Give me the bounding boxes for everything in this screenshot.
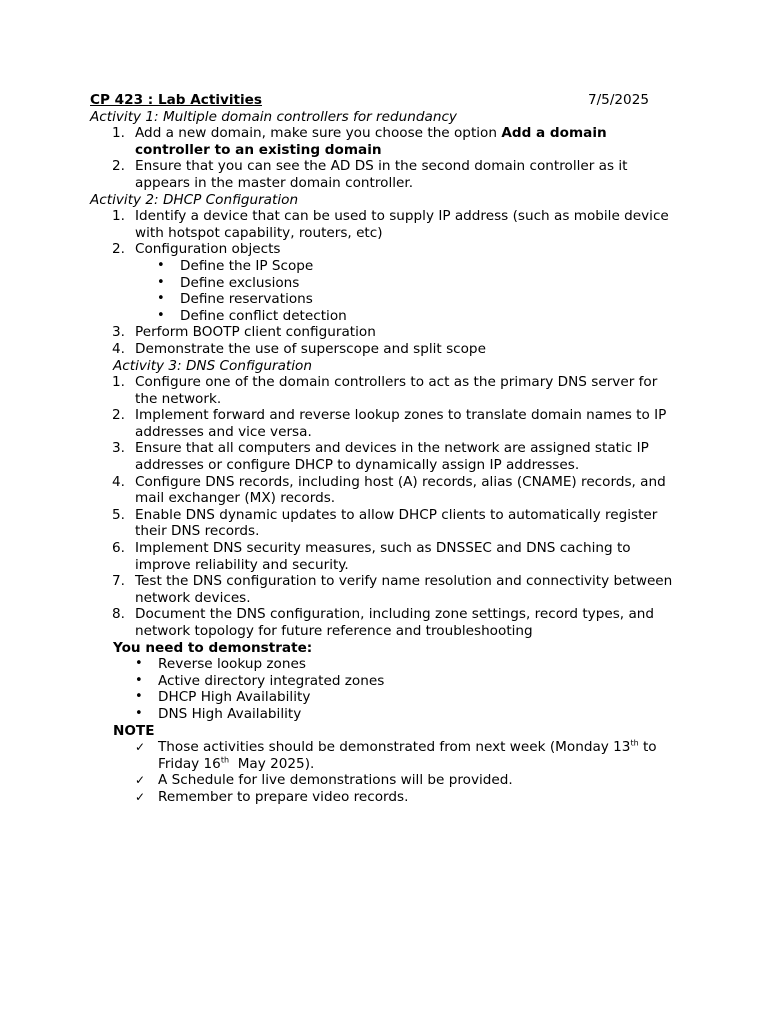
list-number: 2. <box>112 407 125 424</box>
list-text: Configure DNS records, including host (A) records, alias (CNAME) records, and mail exchanger (MX) records. <box>135 473 666 507</box>
bullet-item <box>90 275 680 292</box>
document-header <box>90 92 680 109</box>
demonstrate-list <box>90 656 680 722</box>
list-item <box>90 341 680 358</box>
list-item <box>90 440 680 473</box>
bullet-icon: • <box>157 257 165 273</box>
list-item <box>90 540 680 573</box>
list-item <box>90 374 680 407</box>
list-number: 6. <box>112 540 125 557</box>
list-text: Enable DNS dynamic updates to allow DHCP clients to automatically register their DNS records. <box>135 506 658 540</box>
list-item <box>90 507 680 540</box>
list-text: Implement forward and reverse lookup zones to translate domain names to IP addresses and vice versa. <box>135 407 667 440</box>
bullet-icon: • <box>135 689 143 705</box>
list-text: Configure one of the domain controllers to act as the primary DNS server for the network. <box>135 374 658 407</box>
list-item <box>90 158 680 191</box>
list-item <box>90 208 680 241</box>
bullet-icon: • <box>135 705 143 721</box>
list-number: 4. <box>112 340 125 357</box>
note-text: A Schedule for live demonstrations will be provided. <box>158 772 513 789</box>
list-number: 3. <box>112 440 125 457</box>
list-text-bold: Add a domain controller to an existing domain <box>135 125 607 158</box>
bullet-item <box>90 308 680 325</box>
bullet-icon: • <box>157 274 165 290</box>
document-page <box>90 92 680 806</box>
bullet-icon: • <box>157 291 165 307</box>
document-date: 7/5/2025 <box>587 92 649 108</box>
note-text: to Friday 16 <box>158 739 657 772</box>
list-item <box>90 324 680 341</box>
bullet-text: DHCP High Availability <box>158 689 311 706</box>
checkmark-icon: ✓ <box>135 789 146 804</box>
list-text: Test the DNS configuration to verify name resolution and connectivity between network devices. <box>135 573 673 606</box>
check-item <box>90 739 680 772</box>
document-title: CP 423 : Lab Activities <box>90 92 262 108</box>
list-number: 1. <box>112 374 125 391</box>
bullet-text: Define reservations <box>180 291 313 308</box>
bullet-text: Define the IP Scope <box>180 257 314 274</box>
note-text: Remember to prepare video records. <box>158 788 409 805</box>
list-number: 4. <box>112 473 125 490</box>
list-item <box>90 474 680 507</box>
bullet-icon: • <box>157 307 165 323</box>
list-number: 2. <box>112 158 125 175</box>
list-item <box>90 241 680 258</box>
list-number: 1. <box>112 125 125 142</box>
list-item <box>90 573 680 606</box>
list-number: 8. <box>112 606 125 623</box>
bullet-icon: • <box>135 672 143 688</box>
bullet-item <box>90 689 680 706</box>
list-number: 7. <box>112 573 125 590</box>
activity-3-list <box>90 374 680 640</box>
list-text: Identify a device that can be used to supply IP address (such as mobile device with hotspot capability, routers, etc) <box>135 208 669 241</box>
check-item <box>90 789 680 806</box>
bullet-text: Define exclusions <box>180 274 300 291</box>
activity-1-title: Activity 1: Multiple domain controllers for redundancy <box>90 108 457 125</box>
bullet-icon: • <box>135 656 143 672</box>
activity-2-list <box>90 208 680 258</box>
note-list <box>90 739 680 805</box>
list-text: Add a new domain, make sure you choose the option <box>135 125 502 142</box>
list-number: 1. <box>112 208 125 225</box>
list-item <box>90 606 680 639</box>
list-item <box>90 125 680 158</box>
bullet-item <box>90 258 680 275</box>
bullet-text: Active directory integrated zones <box>158 672 385 689</box>
bullet-item <box>90 673 680 690</box>
bullet-text: DNS High Availability <box>158 705 302 722</box>
bullet-item <box>90 706 680 723</box>
bullet-text: Define conflict detection <box>180 307 347 324</box>
list-text: Perform BOOTP client configuration <box>135 324 376 341</box>
activity-2-title: Activity 2: DHCP Configuration <box>90 191 299 208</box>
note-text: Those activities should be demonstrated from next week (Monday 13 <box>158 739 631 756</box>
list-text: Ensure that you can see the AD DS in the second domain controller as it appears in the master domain controller. <box>135 158 628 191</box>
list-number: 3. <box>112 324 125 341</box>
bullet-item <box>90 291 680 308</box>
checkmark-icon: ✓ <box>135 773 146 788</box>
check-item <box>90 772 680 789</box>
superscript: th <box>630 738 639 748</box>
list-text: Document the DNS configuration, including zone settings, record types, and network topology for future reference and troubleshooting <box>135 606 655 639</box>
superscript: th <box>220 755 230 765</box>
list-text: Demonstrate the use of superscope and split scope <box>135 340 486 357</box>
list-number: 2. <box>112 241 125 258</box>
demonstrate-heading: You need to demonstrate: <box>113 639 313 656</box>
configuration-objects-list <box>90 258 680 324</box>
activity-3-title: Activity 3: DNS Configuration <box>113 357 312 374</box>
note-text: May 2025). <box>229 755 315 772</box>
list-item <box>90 407 680 440</box>
list-text: Ensure that all computers and devices in the network are assigned static IP addresses or configure DHCP to dynamically assign IP addresses. <box>135 440 649 474</box>
note-heading: NOTE <box>113 722 155 739</box>
activity-2-list-continued <box>90 324 680 357</box>
bullet-text: Reverse lookup zones <box>158 656 306 673</box>
list-text: Configuration objects <box>135 241 281 258</box>
bullet-item <box>90 656 680 673</box>
list-text: Implement DNS security measures, such as DNSSEC and DNS caching to improve reliability and security. <box>135 540 631 573</box>
checkmark-icon: ✓ <box>135 740 146 755</box>
list-number: 5. <box>112 506 125 523</box>
activity-1-list <box>90 125 680 191</box>
